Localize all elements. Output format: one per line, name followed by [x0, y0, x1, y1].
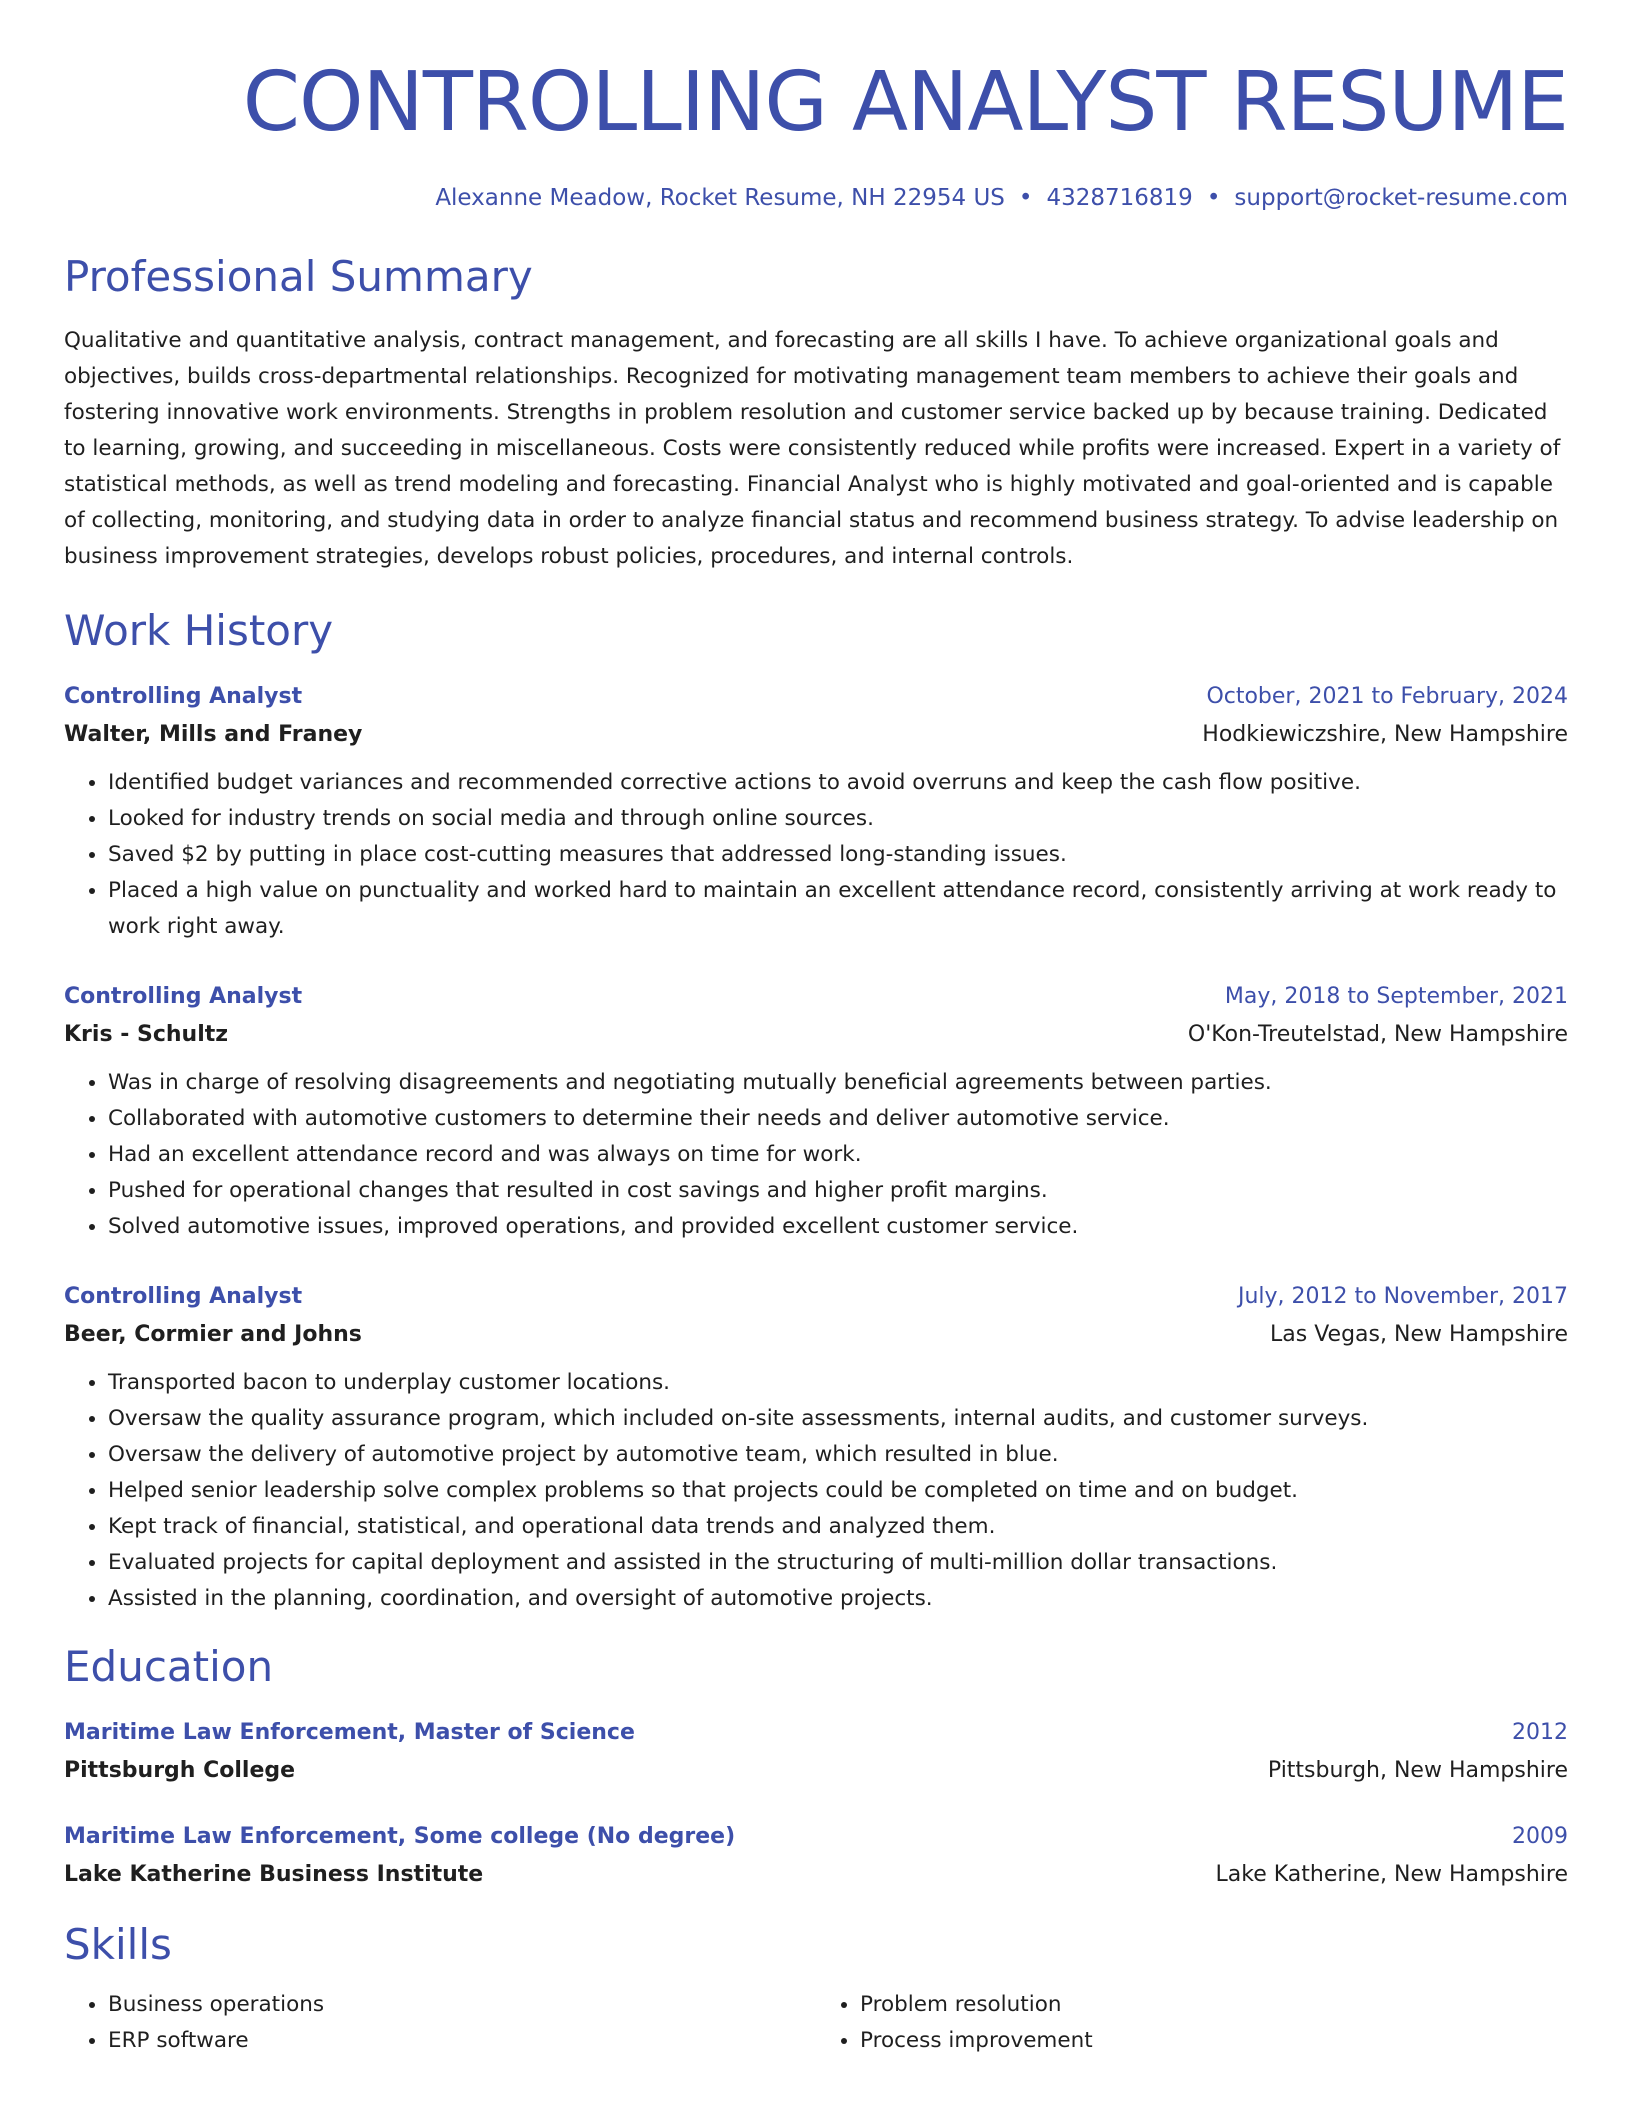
- job-company: Beer, Cormier and Johns: [64, 1322, 362, 1347]
- job-bullet: • Oversaw the quality assurance program, which included on-site assessments, internal audits, and customer surveys.: [108, 1401, 1568, 1437]
- skill-item: • Process improvement: [860, 2023, 1568, 2059]
- job-bullet: • Solved automotive issues, improved operations, and provided excellent customer service.: [108, 1209, 1568, 1245]
- work-history-heading: Work History: [64, 606, 334, 655]
- job-entry: [64, 979, 1568, 1245]
- education-location: Lake Katherine, New Hampshire: [1215, 1862, 1568, 1887]
- job-entry: [64, 1279, 1568, 1617]
- job-org-row: [64, 1015, 1568, 1055]
- skills-heading: Skills: [64, 1920, 172, 1969]
- skill-item: • Business operations: [108, 1987, 816, 2023]
- education-header: [64, 1819, 1568, 1855]
- job-org-row: [64, 715, 1568, 755]
- job-bullet: • Transported bacon to underplay customer locations.: [108, 1365, 1568, 1401]
- job-bullet: • Collaborated with automotive customers to determine their needs and deliver automotive service.: [108, 1101, 1568, 1137]
- education-degree: Maritime Law Enforcement, Master of Science: [64, 1720, 635, 1745]
- skills-column-left: [64, 1987, 816, 2059]
- job-dates: October, 2021 to February, 2024: [1206, 684, 1568, 709]
- job-company: Kris - Schultz: [64, 1022, 229, 1047]
- education-school: Pittsburgh College: [64, 1758, 296, 1783]
- education-year: 2009: [1512, 1824, 1568, 1849]
- job-header: [64, 979, 1568, 1015]
- education-year: 2012: [1512, 1720, 1568, 1745]
- job-role: Controlling Analyst: [64, 684, 303, 709]
- job-location: O'Kon-Treutelstad, New Hampshire: [1187, 1022, 1568, 1047]
- contact-address: Alexanne Meadow, Rocket Resume, NH 22954 US: [435, 185, 1005, 211]
- resume-title: CONTROLLING ANALYST RESUME: [242, 55, 1568, 150]
- job-bullet: • Identified budget variances and recommended corrective actions to avoid overruns and keep the cash flow positive.: [108, 765, 1568, 801]
- education-school-row: [64, 1751, 1568, 1791]
- job-dates: May, 2018 to September, 2021: [1224, 984, 1568, 1009]
- job-bullet: • Pushed for operational changes that resulted in cost savings and higher profit margins.: [108, 1173, 1568, 1209]
- job-location: Las Vegas, New Hampshire: [1270, 1322, 1568, 1347]
- job-bullet: • Was in charge of resolving disagreements and negotiating mutually beneficial agreements between parties.: [108, 1065, 1568, 1101]
- job-bullet: • Helped senior leadership solve complex problems so that projects could be completed on time and on budget.: [108, 1473, 1568, 1509]
- skill-item: • ERP software: [108, 2023, 816, 2059]
- education-heading: Education: [64, 1642, 274, 1691]
- skill-item: • Problem resolution: [860, 1987, 1568, 2023]
- job-bullet: • Had an excellent attendance record and was always on time for work.: [108, 1137, 1568, 1173]
- job-entry: [64, 679, 1568, 945]
- job-bullets: [64, 1065, 1568, 1245]
- skills-grid: [64, 1987, 1568, 2059]
- job-location: Hodkiewiczshire, New Hampshire: [1202, 722, 1568, 747]
- job-dates: July, 2012 to November, 2017: [1237, 1284, 1568, 1309]
- education-school: Lake Katherine Business Institute: [64, 1862, 484, 1887]
- job-header: [64, 679, 1568, 715]
- job-bullets: [64, 1365, 1568, 1617]
- job-bullet: • Assisted in the planning, coordination, and oversight of automotive projects.: [108, 1581, 1568, 1617]
- education-location: Pittsburgh, New Hampshire: [1267, 1758, 1568, 1783]
- job-bullets: [64, 765, 1568, 945]
- job-company: Walter, Mills and Franey: [64, 722, 363, 747]
- job-bullet: • Kept track of financial, statistical, and operational data trends and analyzed them.: [108, 1509, 1568, 1545]
- job-bullet: • Placed a high value on punctuality and worked hard to maintain an excellent attendance record, consistently arriving at work ready to work right away.: [108, 873, 1568, 945]
- education-entry: [64, 1819, 1568, 1895]
- job-header: [64, 1279, 1568, 1315]
- education-school-row: [64, 1855, 1568, 1895]
- contact-separator: •: [1018, 185, 1033, 211]
- job-bullet: • Looked for industry trends on social media and through online sources.: [108, 801, 1568, 837]
- education-entry: [64, 1715, 1568, 1791]
- job-bullet: • Evaluated projects for capital deployment and assisted in the structuring of multi-million dollar transactions.: [108, 1545, 1568, 1581]
- summary-heading: Professional Summary: [64, 252, 533, 301]
- contact-line: [64, 181, 1568, 215]
- job-role: Controlling Analyst: [64, 1284, 303, 1309]
- summary-text: Qualitative and quantitative analysis, contract management, and forecasting are all skills I have. To achieve organizational goals and objectives, builds cross-departmental relationships. Recognized for motivating management team members to achieve their goals and fostering innovative work environments. Strengths in problem resolution and customer service backed up by because training. Dedicated to learning, growing, and succeeding in miscellaneous. Costs were consistently reduced while profits were increased. Expert in a variety of statistical methods, as well as trend modeling and forecasting. Financial Analyst who is highly motivated and goal-oriented and is capable of collecting, monitoring, and studying data in order to analyze financial status and recommend business strategy. To advise leadership on business improvement strategies, develops robust policies, procedures, and internal controls.: [64, 328, 1561, 569]
- education-degree: Maritime Law Enforcement, Some college (No degree): [64, 1824, 736, 1849]
- job-bullet: • Saved $2 by putting in place cost-cutting measures that addressed long-standing issues.: [108, 837, 1568, 873]
- contact-email: support@rocket-resume.com: [1234, 185, 1568, 211]
- job-org-row: [64, 1315, 1568, 1355]
- job-bullet: • Oversaw the delivery of automotive project by automotive team, which resulted in blue.: [108, 1437, 1568, 1473]
- skills-column-right: [816, 1987, 1568, 2059]
- job-role: Controlling Analyst: [64, 984, 303, 1009]
- contact-separator: •: [1206, 185, 1221, 211]
- contact-phone: 4328716819: [1046, 185, 1193, 211]
- education-header: [64, 1715, 1568, 1751]
